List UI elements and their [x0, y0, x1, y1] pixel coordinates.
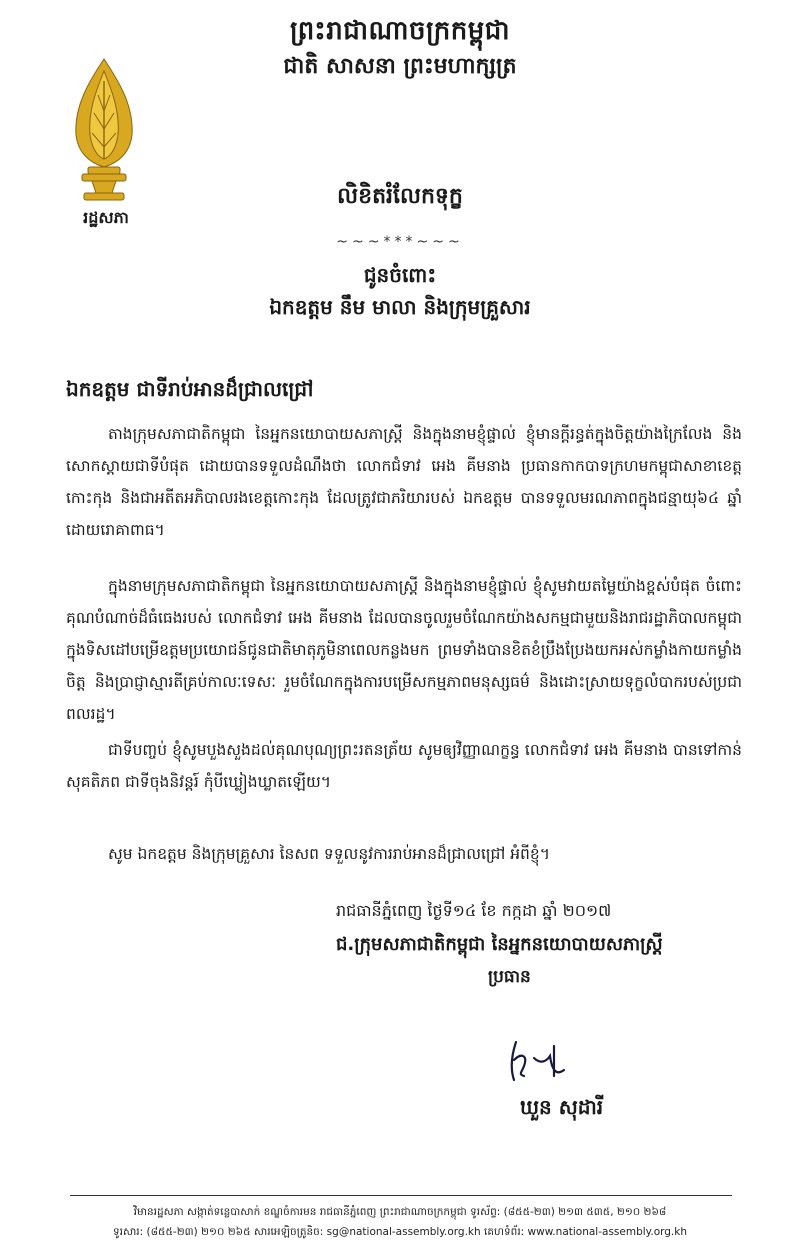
footer-divider [70, 1195, 732, 1196]
title-ornament: ~~~***~~~ [336, 234, 464, 250]
footer-address: វិមានរដ្ឋសភា សង្កាត់ទន្លេបាសាក់ ខណ្ឌចំការមន រាជធានីភ្នំពេញ ព្រះរាជាណាចក្រកម្ពុជា ទូរស័ព្ទ: (៨៥៥-២៣) ២១៣ ៥៣៥, ២១០ ២៦៨ [133, 1206, 667, 1218]
signer-name: ឃួន សុដារី [520, 1095, 604, 1119]
paragraph-1 [66, 418, 742, 546]
footer-contact: ទូរសារ: (៨៥៥-២៣) ២១០ ២៦៥ សារអេឡិចត្រូនិច: sg@national-assembly.org.kh គេហទំព័រ: www.national-assembly.org.kh [112, 1226, 688, 1238]
national-motto: ជាតិ សាសនា ព្រះមហាក្សត្រ [283, 54, 517, 79]
recipient-name: ឯកឧត្តម នឹម មាលា និងក្រុមគ្រួសារ [269, 295, 531, 319]
paragraph-1-text: តាងក្រុមសភាជាតិកម្ពុជា នៃអ្នកនយោបាយសភាស្ត្រី និងក្នុងនាមខ្ញុំផ្ទាល់ ខ្ញុំមានក្តីរន្ធត់ក្នុងចិត្តយ៉ាងក្រៃលែង និងសោកស្តាយជាទីបំផុត ដោយបានទទួលដំណឹងថា លោកជំទាវ អេង គីមនាង ប្រធានកាកបាទក្រហមកម្ពុជាសាខាខេត្តកោះកុង និងជាអតីតអភិបាលរងខេត្តកោះកុង ដែលត្រូវជាភរិយារបស់ ឯកឧត្តម បានទទួលមរណភាពក្នុងជន្មាយុ៦៤ ឆ្នាំ ដោយរោគាពាធ។ [66, 425, 742, 539]
paragraph-3-text: ជាទីបញ្ចប់ ខ្ញុំសូមបួងសួងដល់គុណបុណ្យព្រះរតនត្រ័យ សូមឲ្យវិញ្ញាណក្ខន្ធ លោកជំទាវ អេង គីមនាង បានទៅកាន់សុគតិភព ជាទីចុងនិវន្តរ៍ កុំបីឃ្លៀងឃ្លាតឡើយ។ [66, 741, 742, 791]
signer-role: ប្រធាន [488, 967, 531, 987]
recipient-label: ជូនចំពោះ [363, 263, 437, 287]
paragraph-2-text: ក្នុងនាមក្រុមសភាជាតិកម្ពុជា នៃអ្នកនយោបាយសភាស្ត្រី និងក្នុងនាមខ្ញុំផ្ទាល់ ខ្ញុំសូមវាយតម្លៃយ៉ាងខ្ពស់បំផុត ចំពោះគុណបំណាច់ដ៏ធំធេងរបស់ លោកជំទាវ អេង គីមនាង ដែលបានចូលរួមចំណែកយ៉ាងសកម្មជាមួយនិងរាជរដ្ឋាភិបាលកម្ពុជា ក្នុងទិសដៅបម្រើឧត្តមប្រយោជន៍ជូនជាតិមាតុភូមិនាពេលកន្លងមក ព្រមទាំងបានខិតខំប្រឹងប្រែងយកអស់កម្លាំងកាយកម្លាំងចិត្ត និងប្រាជ្ញាស្មារតីគ្រប់កាលៈទេសៈ រួមចំណែកក្នុងការបម្រើសកម្មភាពមនុស្សធម៌ និងដោះស្រាយទុក្ខលំបាករបស់ប្រជាពលរដ្ឋ។ [66, 577, 742, 723]
document-title: លិខិតរំលែកទុក្ខ [337, 184, 463, 209]
paragraph-4 [66, 838, 742, 870]
kingdom-heading: ព្រះរាជាណាចក្រកម្ពុជា [290, 16, 510, 46]
date-line: រាជធានីភ្នំពេញ ថ្ងៃទី១៤ ខែ កក្កដា ឆ្នាំ ២០១៧ [336, 901, 612, 920]
paragraph-3 [66, 734, 742, 798]
signing-organization: ជ.ក្រុមសភាជាតិកម្ពុជា នៃអ្នកនយោបាយសភាស្ត្រី [336, 934, 663, 955]
paragraph-2 [66, 570, 742, 730]
office-label: រដ្ឋសភា [83, 208, 129, 227]
handwritten-signature [494, 1036, 580, 1096]
salutation: ឯកឧត្តម ជាទីរាប់អានដ៏ជ្រាលជ្រៅ [66, 377, 314, 401]
paragraph-4-text: សូម ឯកឧត្តម និងក្រុមគ្រួសារ នៃសព ទទួលនូវការរាប់អានដ៏ជ្រាលជ្រៅ អំពីខ្ញុំ។ [108, 845, 550, 863]
